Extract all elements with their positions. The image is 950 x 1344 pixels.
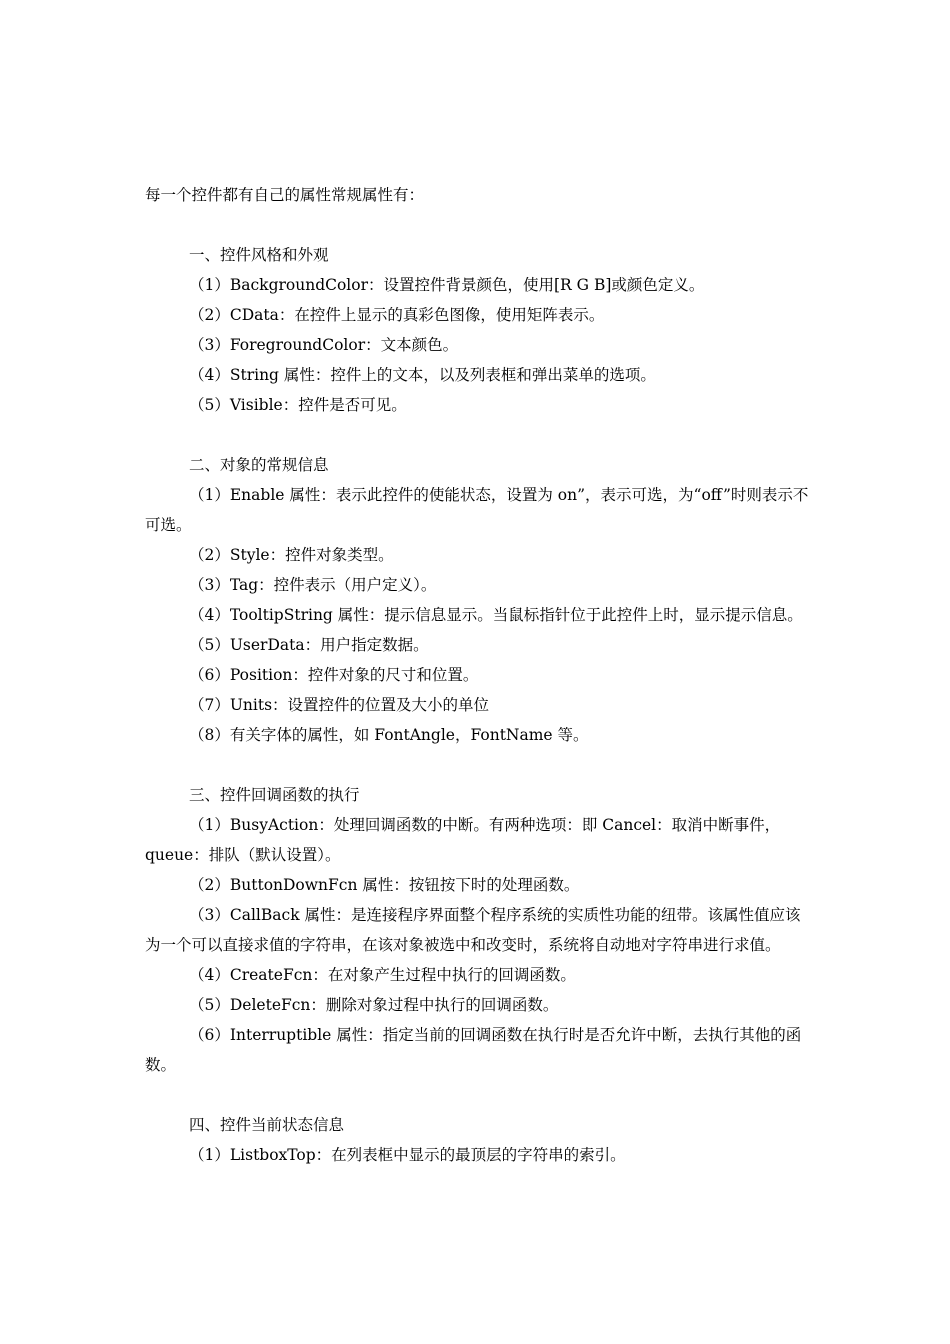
- section-gap: [145, 750, 810, 780]
- list-item: （1）Enable 属性：表示此控件的使能状态，设置为 on”，表示可选，为“off”时则表示不可选。: [145, 486, 809, 534]
- section-general-info: [145, 450, 810, 750]
- list-item: （7）Units：设置控件的位置及大小的单位: [189, 696, 490, 714]
- list-item: （5）DeleteFcn：删除对象过程中执行的回调函数。: [189, 996, 559, 1014]
- list-item: （2）Style：控件对象类型。: [189, 546, 394, 564]
- list-item: （5）UserData：用户指定数据。: [189, 636, 429, 654]
- list-item: （1）BackgroundColor：设置控件背景颜色，使用[R G B]或颜色定义。: [189, 276, 705, 294]
- list-item: （3）Tag：控件表示（用户定义）。: [189, 576, 437, 594]
- list-item: （6）Interruptible 属性：指定当前的回调函数在执行时是否允许中断，去执行其他的函数。: [145, 1026, 802, 1074]
- section-current-state: [145, 1110, 810, 1170]
- section-gap: [145, 420, 810, 450]
- section-heading: 四、控件当前状态信息: [189, 1116, 345, 1134]
- section-style-appearance: [145, 240, 810, 420]
- document-page: [145, 180, 810, 1170]
- list-item: （3）ForegroundColor：文本颜色。: [189, 336, 459, 354]
- list-item: （1）ListboxTop：在列表框中显示的最顶层的字符串的索引。: [189, 1146, 626, 1164]
- intro-text: 每一个控件都有自己的属性常规属性有：: [145, 186, 425, 204]
- list-item: （2）CData：在控件上显示的真彩色图像，使用矩阵表示。: [189, 306, 605, 324]
- list-item: （4）TooltipString 属性：提示信息显示。当鼠标指针位于此控件上时，显示提示信息。: [189, 606, 803, 624]
- list-item: （1）BusyAction：处理回调函数的中断。有两种选项：即 Cancel：取消中断事件，queue：排队（默认设置）。: [145, 816, 781, 864]
- section-heading: 三、控件回调函数的执行: [189, 786, 360, 804]
- list-item: （2）ButtonDownFcn 属性：按钮按下时的处理函数。: [189, 876, 580, 894]
- section-heading: 一、控件风格和外观: [189, 246, 329, 264]
- list-item: （5）Visible：控件是否可见。: [189, 396, 407, 414]
- list-item: （6）Position：控件对象的尺寸和位置。: [189, 666, 479, 684]
- section-callback-execution: [145, 780, 810, 1080]
- section-gap: [145, 1080, 810, 1110]
- section-heading: 二、对象的常规信息: [189, 456, 329, 474]
- list-item: （4）String 属性：控件上的文本，以及列表框和弹出菜单的选项。: [189, 366, 656, 384]
- list-item: （3）CallBack 属性：是连接程序界面整个程序系统的实质性功能的纽带。该属性值应该为一个可以直接求值的字符串，在该对象被选中和改变时，系统将自动地对字符串进行求值。: [145, 906, 801, 954]
- list-item: （4）CreateFcn：在对象产生过程中执行的回调函数。: [189, 966, 576, 984]
- list-item: （8）有关字体的属性，如 FontAngle，FontName 等。: [189, 726, 589, 744]
